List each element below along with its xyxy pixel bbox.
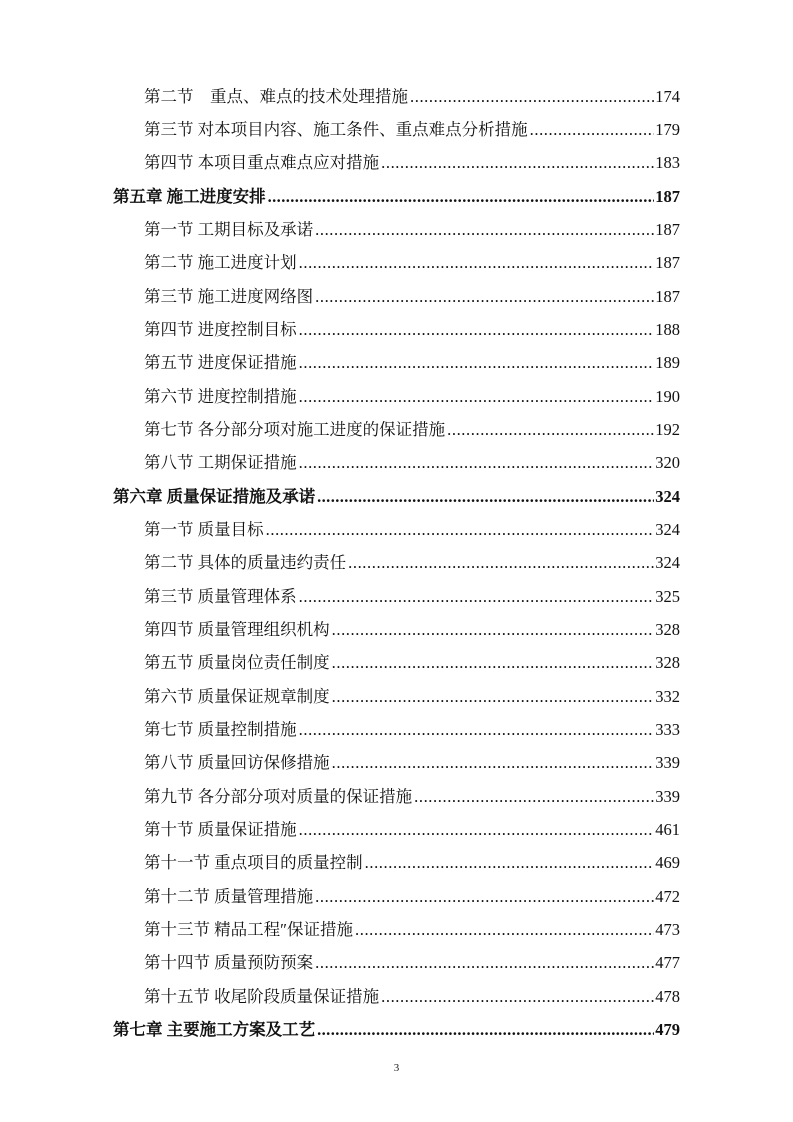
toc-entry[interactable] — [0, 285, 793, 309]
toc-entry-title: 第十四节 质量预防预案 — [144, 953, 314, 972]
toc-entry-title: 第二节 重点、难点的技术处理措施 — [144, 87, 408, 106]
toc-entry[interactable] — [0, 951, 793, 975]
toc-entry-title: 第十一节 重点项目的质量控制 — [144, 853, 363, 872]
toc-entry-page: 179 — [655, 120, 680, 139]
dot-leader — [299, 718, 655, 742]
dot-leader — [299, 318, 655, 342]
toc-entry-page: 324 — [655, 487, 680, 506]
dot-leader — [315, 285, 654, 309]
toc-entry-title: 第四节 质量管理组织机构 — [144, 620, 330, 639]
toc-entry[interactable] — [0, 751, 793, 775]
toc-entry-title: 第十五节 收尾阶段质量保证措施 — [144, 987, 380, 1006]
toc-entry-page: 187 — [655, 187, 680, 206]
toc-entry[interactable] — [0, 885, 793, 909]
toc-entry-page: 478 — [655, 987, 680, 1006]
dot-leader — [410, 85, 654, 109]
toc-entry[interactable] — [0, 851, 793, 875]
dot-leader — [299, 585, 655, 609]
toc-entry-title: 第十二节 质量管理措施 — [144, 887, 314, 906]
toc-entry-page: 320 — [655, 453, 680, 472]
dot-leader — [447, 418, 654, 442]
toc-entry-title: 第二节 施工进度计划 — [144, 253, 297, 272]
toc-entry[interactable] — [0, 518, 793, 542]
toc-entry-title: 第一节 质量目标 — [144, 520, 264, 539]
toc-entry-title: 第八节 工期保证措施 — [144, 453, 297, 472]
toc-entry-page: 187 — [655, 253, 680, 272]
toc-chapter-title: 第七章 主要施工方案及工艺 — [113, 1020, 316, 1039]
toc-entry[interactable] — [0, 451, 793, 475]
dot-leader — [332, 685, 655, 709]
toc-entry[interactable] — [0, 985, 793, 1009]
toc-entry[interactable] — [0, 85, 793, 109]
toc-chapter-entry[interactable] — [0, 1018, 793, 1042]
dot-leader — [414, 785, 654, 809]
dot-leader — [317, 1018, 654, 1042]
toc-entry-title: 第十节 质量保证措施 — [144, 820, 297, 839]
toc-entry-page: 469 — [655, 853, 680, 872]
toc-entry-page: 339 — [655, 753, 680, 772]
dot-leader — [365, 851, 655, 875]
toc-entry-page: 183 — [655, 153, 680, 172]
toc-entry[interactable] — [0, 118, 793, 142]
toc-entry-page: 187 — [655, 287, 680, 306]
toc-entry-page: 324 — [655, 520, 680, 539]
dot-leader — [299, 385, 655, 409]
dot-leader — [268, 185, 655, 209]
dot-leader — [332, 651, 655, 675]
toc-entry-page: 472 — [655, 887, 680, 906]
dot-leader — [332, 751, 655, 775]
toc-entry-title: 第五节 进度保证措施 — [144, 353, 297, 372]
toc-entry[interactable] — [0, 918, 793, 942]
toc-entry-page: 473 — [655, 920, 680, 939]
toc-chapter-title: 第五章 施工进度安排 — [113, 187, 266, 206]
toc-entry-title: 第六节 质量保证规章制度 — [144, 687, 330, 706]
toc-entry[interactable] — [0, 351, 793, 375]
toc-entry[interactable] — [0, 385, 793, 409]
dot-leader — [315, 885, 654, 909]
toc-entry[interactable] — [0, 318, 793, 342]
toc-entry-page: 174 — [655, 87, 680, 106]
toc-entry-page: 461 — [655, 820, 680, 839]
toc-entry-title: 第四节 本项目重点难点应对措施 — [144, 153, 380, 172]
dot-leader — [299, 818, 655, 842]
toc-entry[interactable] — [0, 551, 793, 575]
dot-leader — [530, 118, 655, 142]
dot-leader — [299, 251, 655, 275]
dot-leader — [317, 485, 654, 509]
toc-entry-title: 第四节 进度控制目标 — [144, 320, 297, 339]
toc-entry-page: 328 — [655, 620, 680, 639]
toc-entry[interactable] — [0, 785, 793, 809]
toc-entry-page: 332 — [655, 687, 680, 706]
toc-entry-title: 第六节 进度控制措施 — [144, 387, 297, 406]
toc-entry[interactable] — [0, 818, 793, 842]
toc-entry[interactable] — [0, 718, 793, 742]
toc-entry[interactable] — [0, 218, 793, 242]
toc-entry-page: 192 — [655, 420, 680, 439]
toc-chapter-title: 第六章 质量保证措施及承诺 — [113, 487, 316, 506]
dot-leader — [381, 985, 654, 1009]
toc-entry-title: 第七节 各分部分项对施工进度的保证措施 — [144, 420, 446, 439]
toc-entry[interactable] — [0, 251, 793, 275]
dot-leader — [355, 918, 654, 942]
toc-entry-page: 187 — [655, 220, 680, 239]
dot-leader — [348, 551, 654, 575]
toc-entry[interactable] — [0, 418, 793, 442]
toc-entry-title: 第七节 质量控制措施 — [144, 720, 297, 739]
toc-entry[interactable] — [0, 585, 793, 609]
toc-entry-page: 190 — [655, 387, 680, 406]
toc-entry-page: 477 — [655, 953, 680, 972]
toc-entry-title: 第九节 各分部分项对质量的保证措施 — [144, 787, 413, 806]
toc-entry-page: 479 — [655, 1020, 680, 1039]
toc-entry[interactable] — [0, 618, 793, 642]
toc-entry[interactable] — [0, 651, 793, 675]
page-number: 3 — [393, 1062, 400, 1074]
toc-entry-page: 333 — [655, 720, 680, 739]
toc-entry-title: 第三节 质量管理体系 — [144, 587, 297, 606]
toc-entry-title: 第八节 质量回访保修措施 — [144, 753, 330, 772]
dot-leader — [315, 951, 654, 975]
toc-entry[interactable] — [0, 151, 793, 175]
toc-chapter-entry[interactable] — [0, 185, 793, 209]
toc-entry-title: 第五节 质量岗位责任制度 — [144, 653, 330, 672]
dot-leader — [315, 218, 654, 242]
dot-leader — [299, 351, 655, 375]
toc-entry-title: 第二节 具体的质量违约责任 — [144, 553, 347, 572]
dot-leader — [266, 518, 655, 542]
toc-chapter-entry[interactable] — [0, 485, 793, 509]
dot-leader — [299, 451, 655, 475]
toc-entry-page: 324 — [655, 553, 680, 572]
toc-entry-page: 328 — [655, 653, 680, 672]
toc-entry-page: 189 — [655, 353, 680, 372]
dot-leader — [332, 618, 655, 642]
toc-entry-title: 第一节 工期目标及承诺 — [144, 220, 314, 239]
toc-entry-page: 339 — [655, 787, 680, 806]
toc-entry-title: 第三节 对本项目内容、施工条件、重点难点分析措施 — [144, 120, 528, 139]
toc-entry-page: 325 — [655, 587, 680, 606]
dot-leader — [381, 151, 654, 175]
toc-entry-title: 第十三节 精品工程″保证措施 — [144, 920, 353, 939]
toc-entry[interactable] — [0, 685, 793, 709]
toc-entry-page: 188 — [655, 320, 680, 339]
toc-entry-title: 第三节 施工进度网络图 — [144, 287, 314, 306]
